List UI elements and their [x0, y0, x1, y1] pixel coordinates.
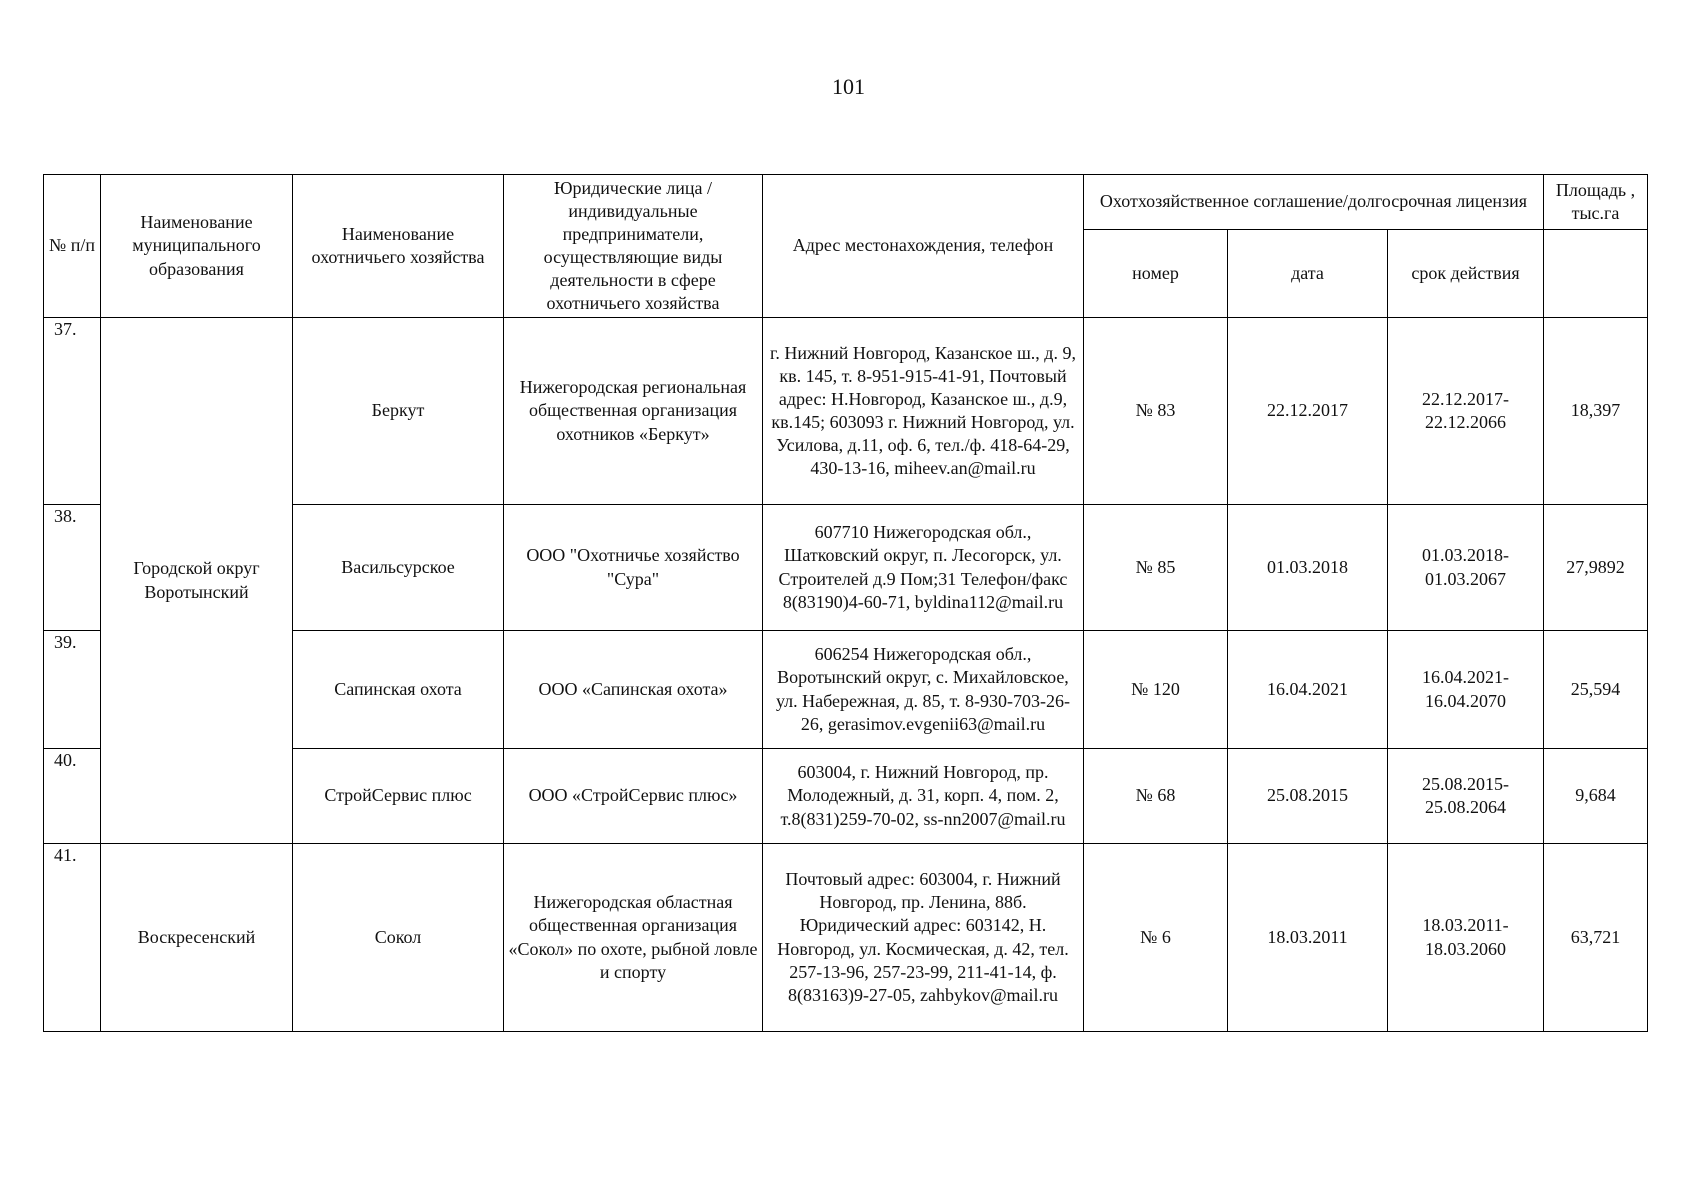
address-cell: 607710 Нижегородская обл., Шатковский округ, п. Лесогорск, ул. Строителей д.9 Пом;31 Телефон/факс 8(83190)4-60-71, byldina112@mail.ru — [763, 505, 1084, 631]
header-address: Адрес местонахождения, телефон — [763, 175, 1084, 318]
agreement-date-cell: 01.03.2018 — [1228, 505, 1388, 631]
area-cell: 9,684 — [1544, 749, 1648, 844]
agreement-number-cell: № 120 — [1084, 631, 1228, 749]
area-cell: 27,9892 — [1544, 505, 1648, 631]
row-num: 41. — [44, 844, 101, 1032]
legal-entity-cell: ООО "Охотничье хозяйство "Сура" — [504, 505, 763, 631]
header-area: Площадь , тыс.га — [1544, 175, 1648, 230]
hunting-farm-cell: СтройСервис плюс — [293, 749, 504, 844]
header-municipality: Наименование муниципального образования — [101, 175, 293, 318]
address-cell: 606254 Нижегородская обл., Воротынский округ, с. Михайловское, ул. Набережная, д. 85, т. 8-930-703-26-26, gerasimov.evgenii63@mail.ru — [763, 631, 1084, 749]
legal-entity-cell: Нижегородская областная общественная организация «Сокол» по охоте, рыбной ловле и спорту — [504, 844, 763, 1032]
agreement-date-cell: 22.12.2017 — [1228, 318, 1388, 505]
legal-entity-cell: ООО «Сапинская охота» — [504, 631, 763, 749]
agreement-date-cell: 18.03.2011 — [1228, 844, 1388, 1032]
header-num: № п/п — [44, 175, 101, 318]
agreement-term-cell: 18.03.2011-18.03.2060 — [1388, 844, 1544, 1032]
address-cell: г. Нижний Новгород, Казанское ш., д. 9, кв. 145, т. 8-951-915-41-91, Почтовый адрес: Н.Новгород, Казанское ш., д.9, кв.145; 603093 г. Нижний Новгород, ул. Усилова, д.11, оф. 6, тел./ф. 418-64-29, 430-13-16, miheev.an@mail.ru — [763, 318, 1084, 505]
header-area-empty — [1544, 230, 1648, 318]
table-row — [44, 844, 1648, 1032]
area-cell: 63,721 — [1544, 844, 1648, 1032]
agreement-date-cell: 25.08.2015 — [1228, 749, 1388, 844]
legal-entity-cell: Нижегородская региональная общественная организация охотников «Беркут» — [504, 318, 763, 505]
address-cell: Почтовый адрес: 603004, г. Нижний Новгород, пр. Ленина, 88б. Юридический адрес: 603142, Н. Новгород, ул. Космическая, д. 42, тел. 257-13-96, 257-23-99, 211-41-14, ф. 8(83163)9-27-05, zahbykov@mail.ru — [763, 844, 1084, 1032]
agreement-term-cell: 16.04.2021-16.04.2070 — [1388, 631, 1544, 749]
page-number: 101 — [832, 74, 865, 99]
header-agreement-term: срок действия — [1388, 230, 1544, 318]
table-row — [44, 318, 1648, 505]
agreement-number-cell: № 68 — [1084, 749, 1228, 844]
agreement-term-cell: 25.08.2015-25.08.2064 — [1388, 749, 1544, 844]
agreement-number-cell: № 83 — [1084, 318, 1228, 505]
legal-entity-cell: ООО «СтройСервис плюс» — [504, 749, 763, 844]
row-num: 38. — [44, 505, 101, 631]
row-num: 37. — [44, 318, 101, 505]
row-num: 40. — [44, 749, 101, 844]
header-agreement-date: дата — [1228, 230, 1388, 318]
area-cell: 25,594 — [1544, 631, 1648, 749]
hunting-farms-table — [43, 174, 1648, 1032]
agreement-number-cell: № 6 — [1084, 844, 1228, 1032]
hunting-farm-cell: Васильсурское — [293, 505, 504, 631]
header-agreement: Охотхозяйственное соглашение/долгосрочная лицензия — [1084, 175, 1544, 230]
header-agreement-number: номер — [1084, 230, 1228, 318]
address-cell: 603004, г. Нижний Новгород, пр. Молодежный, д. 31, корп. 4, пом. 2, т.8(831)259-70-02, ss-nn2007@mail.ru — [763, 749, 1084, 844]
municipality-cell: Городской округ Воротынский — [101, 318, 293, 844]
hunting-farm-cell: Сапинская охота — [293, 631, 504, 749]
hunting-farm-cell: Беркут — [293, 318, 504, 505]
area-cell: 18,397 — [1544, 318, 1648, 505]
agreement-term-cell: 01.03.2018-01.03.2067 — [1388, 505, 1544, 631]
header-legal-entity: Юридические лица / индивидуальные предприниматели, осуществляющие виды деятельности в сфере охотничьего хозяйства — [504, 175, 763, 318]
agreement-date-cell: 16.04.2021 — [1228, 631, 1388, 749]
header-hunting-farm: Наименование охотничьего хозяйства — [293, 175, 504, 318]
row-num: 39. — [44, 631, 101, 749]
hunting-farm-cell: Сокол — [293, 844, 504, 1032]
agreement-term-cell: 22.12.2017-22.12.2066 — [1388, 318, 1544, 505]
agreement-number-cell: № 85 — [1084, 505, 1228, 631]
municipality-cell: Воскресенский — [101, 844, 293, 1032]
